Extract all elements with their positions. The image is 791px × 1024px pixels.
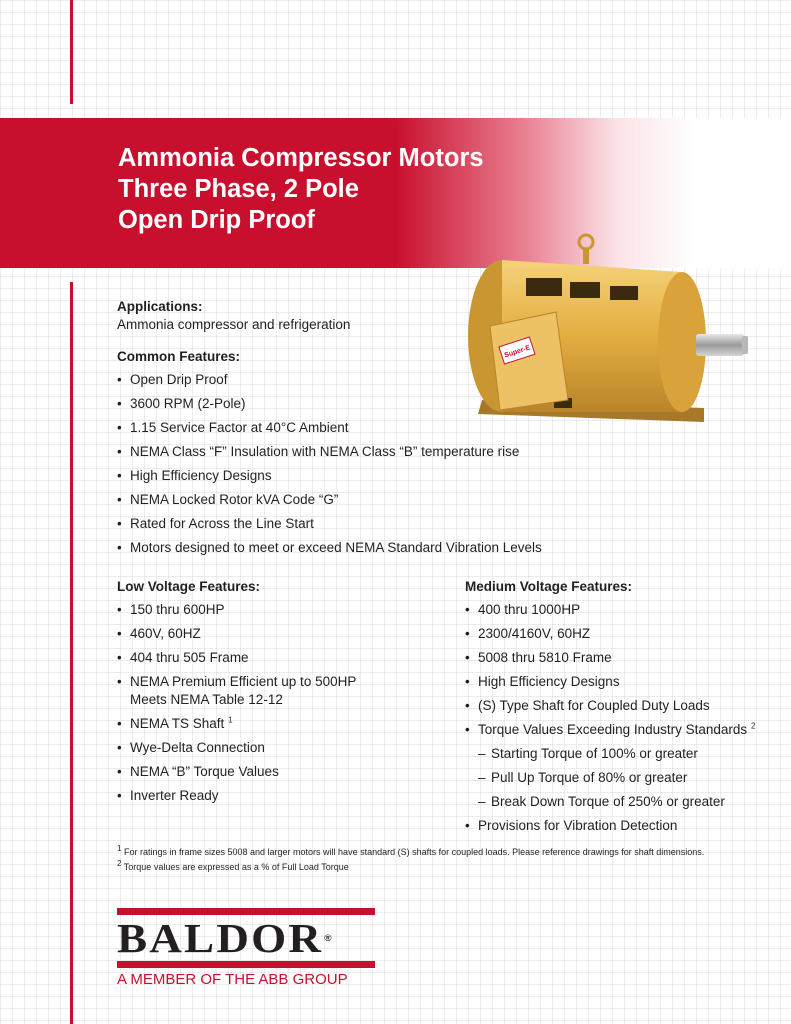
low-voltage-heading: Low Voltage Features: bbox=[117, 579, 261, 594]
footnote-text: For ratings in frame sizes 5008 and larger motors will have standard (S) shafts for coupled loads. Please reference drawings for shaft dimensions. bbox=[123, 847, 705, 857]
list-item: • 5008 thru 5810 Frame bbox=[465, 649, 765, 667]
sub-list-item: – Starting Torque of 100% or greater bbox=[465, 745, 765, 763]
list-item: • Inverter Ready bbox=[117, 787, 447, 805]
footnotes bbox=[117, 845, 704, 875]
footnote-ref: 1 bbox=[228, 715, 233, 725]
list-item: • (S) Type Shaft for Coupled Duty Loads bbox=[465, 697, 765, 715]
logo-tagline: A MEMBER OF THE ABB GROUP bbox=[117, 971, 348, 988]
applications-heading: Applications: bbox=[117, 299, 203, 314]
list-item: • 460V, 60HZ bbox=[117, 625, 447, 643]
list-item: • Open Drip Proof bbox=[117, 371, 767, 389]
footnote-ref: 2 bbox=[750, 721, 756, 731]
list-item-line: Meets NEMA Table 12-12 bbox=[130, 692, 283, 707]
list-item: • 3600 RPM (2-Pole) bbox=[117, 395, 767, 413]
registered-mark: ® bbox=[324, 933, 334, 943]
sub-list-item: – Break Down Torque of 250% or greater bbox=[465, 793, 765, 811]
list-item: • Provisions for Vibration Detection bbox=[465, 817, 765, 835]
footnote-2 bbox=[117, 860, 704, 875]
content bbox=[117, 298, 767, 833]
page-title bbox=[118, 143, 484, 236]
low-voltage-column bbox=[117, 578, 447, 805]
list-item-line: NEMA Premium Efficient up to 500HP bbox=[130, 674, 357, 689]
list-item: • NEMA Class “F” Insulation with NEMA Class “B” temperature rise bbox=[117, 443, 767, 461]
list-item: • Motors designed to meet or exceed NEMA Standard Vibration Levels bbox=[117, 539, 767, 557]
motor-label: Super-E bbox=[503, 344, 532, 360]
footnote-mark: 1 bbox=[117, 844, 122, 853]
list-item bbox=[117, 673, 447, 709]
list-item: • High Efficiency Designs bbox=[465, 673, 765, 691]
medium-voltage-heading: Medium Voltage Features: bbox=[465, 579, 633, 594]
sub-list-item: – Pull Up Torque of 80% or greater bbox=[465, 769, 765, 787]
logo-wordmark bbox=[117, 915, 401, 961]
footnote-mark: 2 bbox=[117, 859, 122, 868]
left-red-rule-bottom bbox=[70, 282, 73, 1024]
footnote-text: Torque values are expressed as a % of Full Load Torque bbox=[123, 862, 349, 872]
applications-text: Ammonia compressor and refrigeration bbox=[117, 317, 351, 332]
title-line-3: Open Drip Proof bbox=[118, 206, 315, 234]
list-item: • 150 thru 600HP bbox=[117, 601, 447, 619]
logo-name: BALDOR bbox=[117, 915, 324, 961]
baldor-logo bbox=[117, 908, 375, 988]
list-item: • Wye-Delta Connection bbox=[117, 739, 447, 757]
left-red-rule-top bbox=[70, 0, 73, 104]
list-item: • 2300/4160V, 60HZ bbox=[465, 625, 765, 643]
low-voltage-list bbox=[117, 601, 447, 805]
list-item: • 1.15 Service Factor at 40°C Ambient bbox=[117, 419, 767, 437]
medium-voltage-list bbox=[465, 601, 765, 835]
list-item: • High Efficiency Designs bbox=[117, 467, 767, 485]
list-item: • Rated for Across the Line Start bbox=[117, 515, 767, 533]
list-item: • 400 thru 1000HP bbox=[465, 601, 765, 619]
list-item-text: Torque Values Exceeding Industry Standards bbox=[478, 722, 748, 737]
common-features-heading: Common Features: bbox=[117, 349, 241, 364]
title-line-1: Ammonia Compressor Motors bbox=[118, 144, 484, 172]
list-item: • NEMA “B” Torque Values bbox=[117, 763, 447, 781]
list-item bbox=[465, 721, 765, 739]
footnote-1 bbox=[117, 845, 704, 860]
medium-voltage-column bbox=[465, 578, 765, 835]
title-line-2: Three Phase, 2 Pole bbox=[118, 175, 359, 203]
list-item-text: NEMA TS Shaft bbox=[130, 716, 225, 731]
list-item: • 404 thru 505 Frame bbox=[117, 649, 447, 667]
list-item bbox=[117, 715, 447, 733]
logo-bottom-bar bbox=[117, 961, 375, 968]
list-item: • NEMA Locked Rotor kVA Code “G” bbox=[117, 491, 767, 509]
common-features-list bbox=[117, 371, 767, 557]
